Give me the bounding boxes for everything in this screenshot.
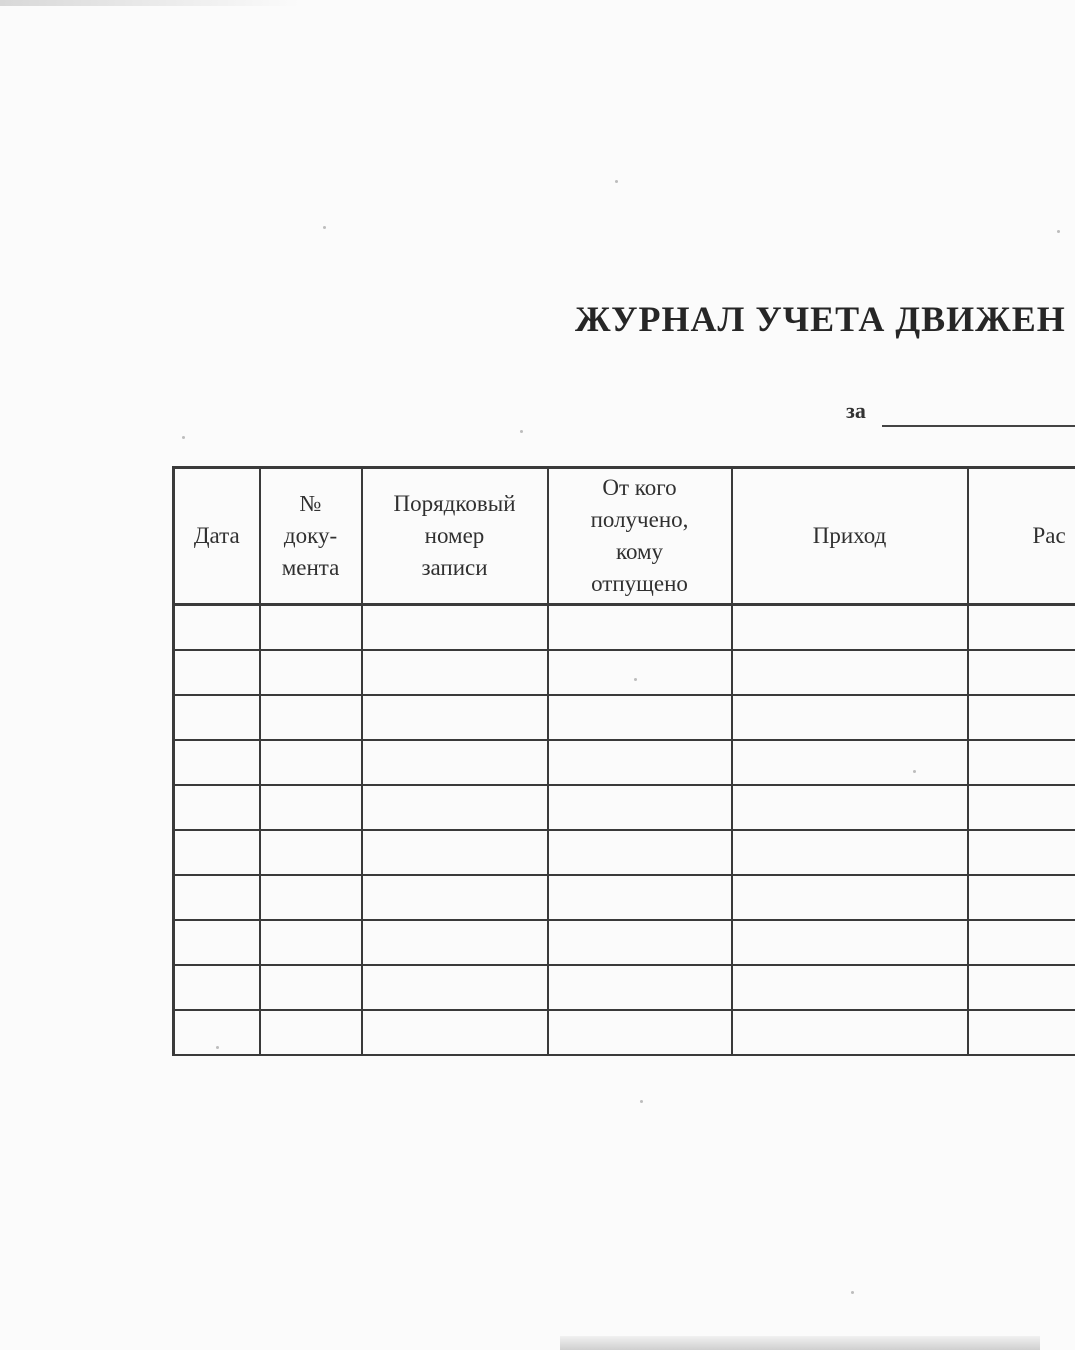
table-cell [732,740,968,785]
scan-speck [323,226,326,229]
table-body [174,605,1075,1056]
table-row [174,785,1075,830]
table-cell [732,785,968,830]
table-row [174,965,1075,1010]
table-cell [548,785,732,830]
table-cell [260,920,362,965]
table-cell [174,920,260,965]
table-cell [260,740,362,785]
table-cell [260,650,362,695]
period-label: за [846,398,866,423]
table-row [174,605,1075,651]
table-row [174,650,1075,695]
table-cell [362,605,548,651]
column-header: Приход [732,468,968,605]
table-header-row [174,468,1075,605]
period-fill-line [882,425,1075,427]
scan-speck [216,1046,219,1049]
scan-edge-bottom [560,1336,1040,1350]
scan-speck [634,678,637,681]
table-cell [968,605,1075,651]
table-cell [548,875,732,920]
table-cell [732,965,968,1010]
journal-table [172,466,1075,1056]
table-row [174,740,1075,785]
table-cell [174,695,260,740]
table-cell [260,830,362,875]
scan-speck [615,180,618,183]
table-cell [362,740,548,785]
column-header: № доку- мента [260,468,362,605]
scan-speck [851,1291,854,1294]
scan-speck [520,430,523,433]
table-cell [548,965,732,1010]
table-cell [732,605,968,651]
table-cell [968,650,1075,695]
table-cell [968,1010,1075,1055]
column-header: Рас [968,468,1075,605]
table-cell [174,965,260,1010]
table-cell [548,695,732,740]
table-cell [968,695,1075,740]
table-cell [362,1010,548,1055]
scan-speck [913,770,916,773]
table-cell [548,920,732,965]
table-row [174,695,1075,740]
table-cell [548,830,732,875]
table-cell [968,740,1075,785]
table-cell [174,740,260,785]
table-cell [362,695,548,740]
table-cell [968,875,1075,920]
table-cell [362,830,548,875]
table-cell [732,1010,968,1055]
table-row [174,830,1075,875]
table-cell [968,920,1075,965]
table-cell [548,605,732,651]
page-title: ЖУРНАЛ УЧЕТА ДВИЖЕН [575,299,1066,339]
table-cell [732,875,968,920]
scan-speck [182,436,185,439]
table-cell [732,920,968,965]
table-cell [732,695,968,740]
table-cell [260,965,362,1010]
table-cell [260,875,362,920]
table-row [174,875,1075,920]
table-cell [362,920,548,965]
table-cell [174,785,260,830]
table-cell [732,650,968,695]
table-cell [548,740,732,785]
table-cell [260,695,362,740]
table-cell [968,830,1075,875]
column-header: Дата [174,468,260,605]
table-row [174,920,1075,965]
column-header: Порядковый номер записи [362,468,548,605]
table-cell [174,650,260,695]
table-cell [968,965,1075,1010]
scan-edge-top [0,0,300,6]
table-cell [260,1010,362,1055]
table-cell [968,785,1075,830]
table-cell [548,650,732,695]
column-header: От кого получено, кому отпущено [548,468,732,605]
table-cell [362,965,548,1010]
table-cell [362,650,548,695]
scan-speck [1057,230,1060,233]
table-cell [260,785,362,830]
table-cell [548,1010,732,1055]
table-cell [174,875,260,920]
table-cell [174,830,260,875]
table-cell [362,875,548,920]
table-row [174,1010,1075,1055]
table-cell [260,605,362,651]
table-cell [362,785,548,830]
table-cell [174,605,260,651]
scan-speck [640,1100,643,1103]
table-cell [732,830,968,875]
